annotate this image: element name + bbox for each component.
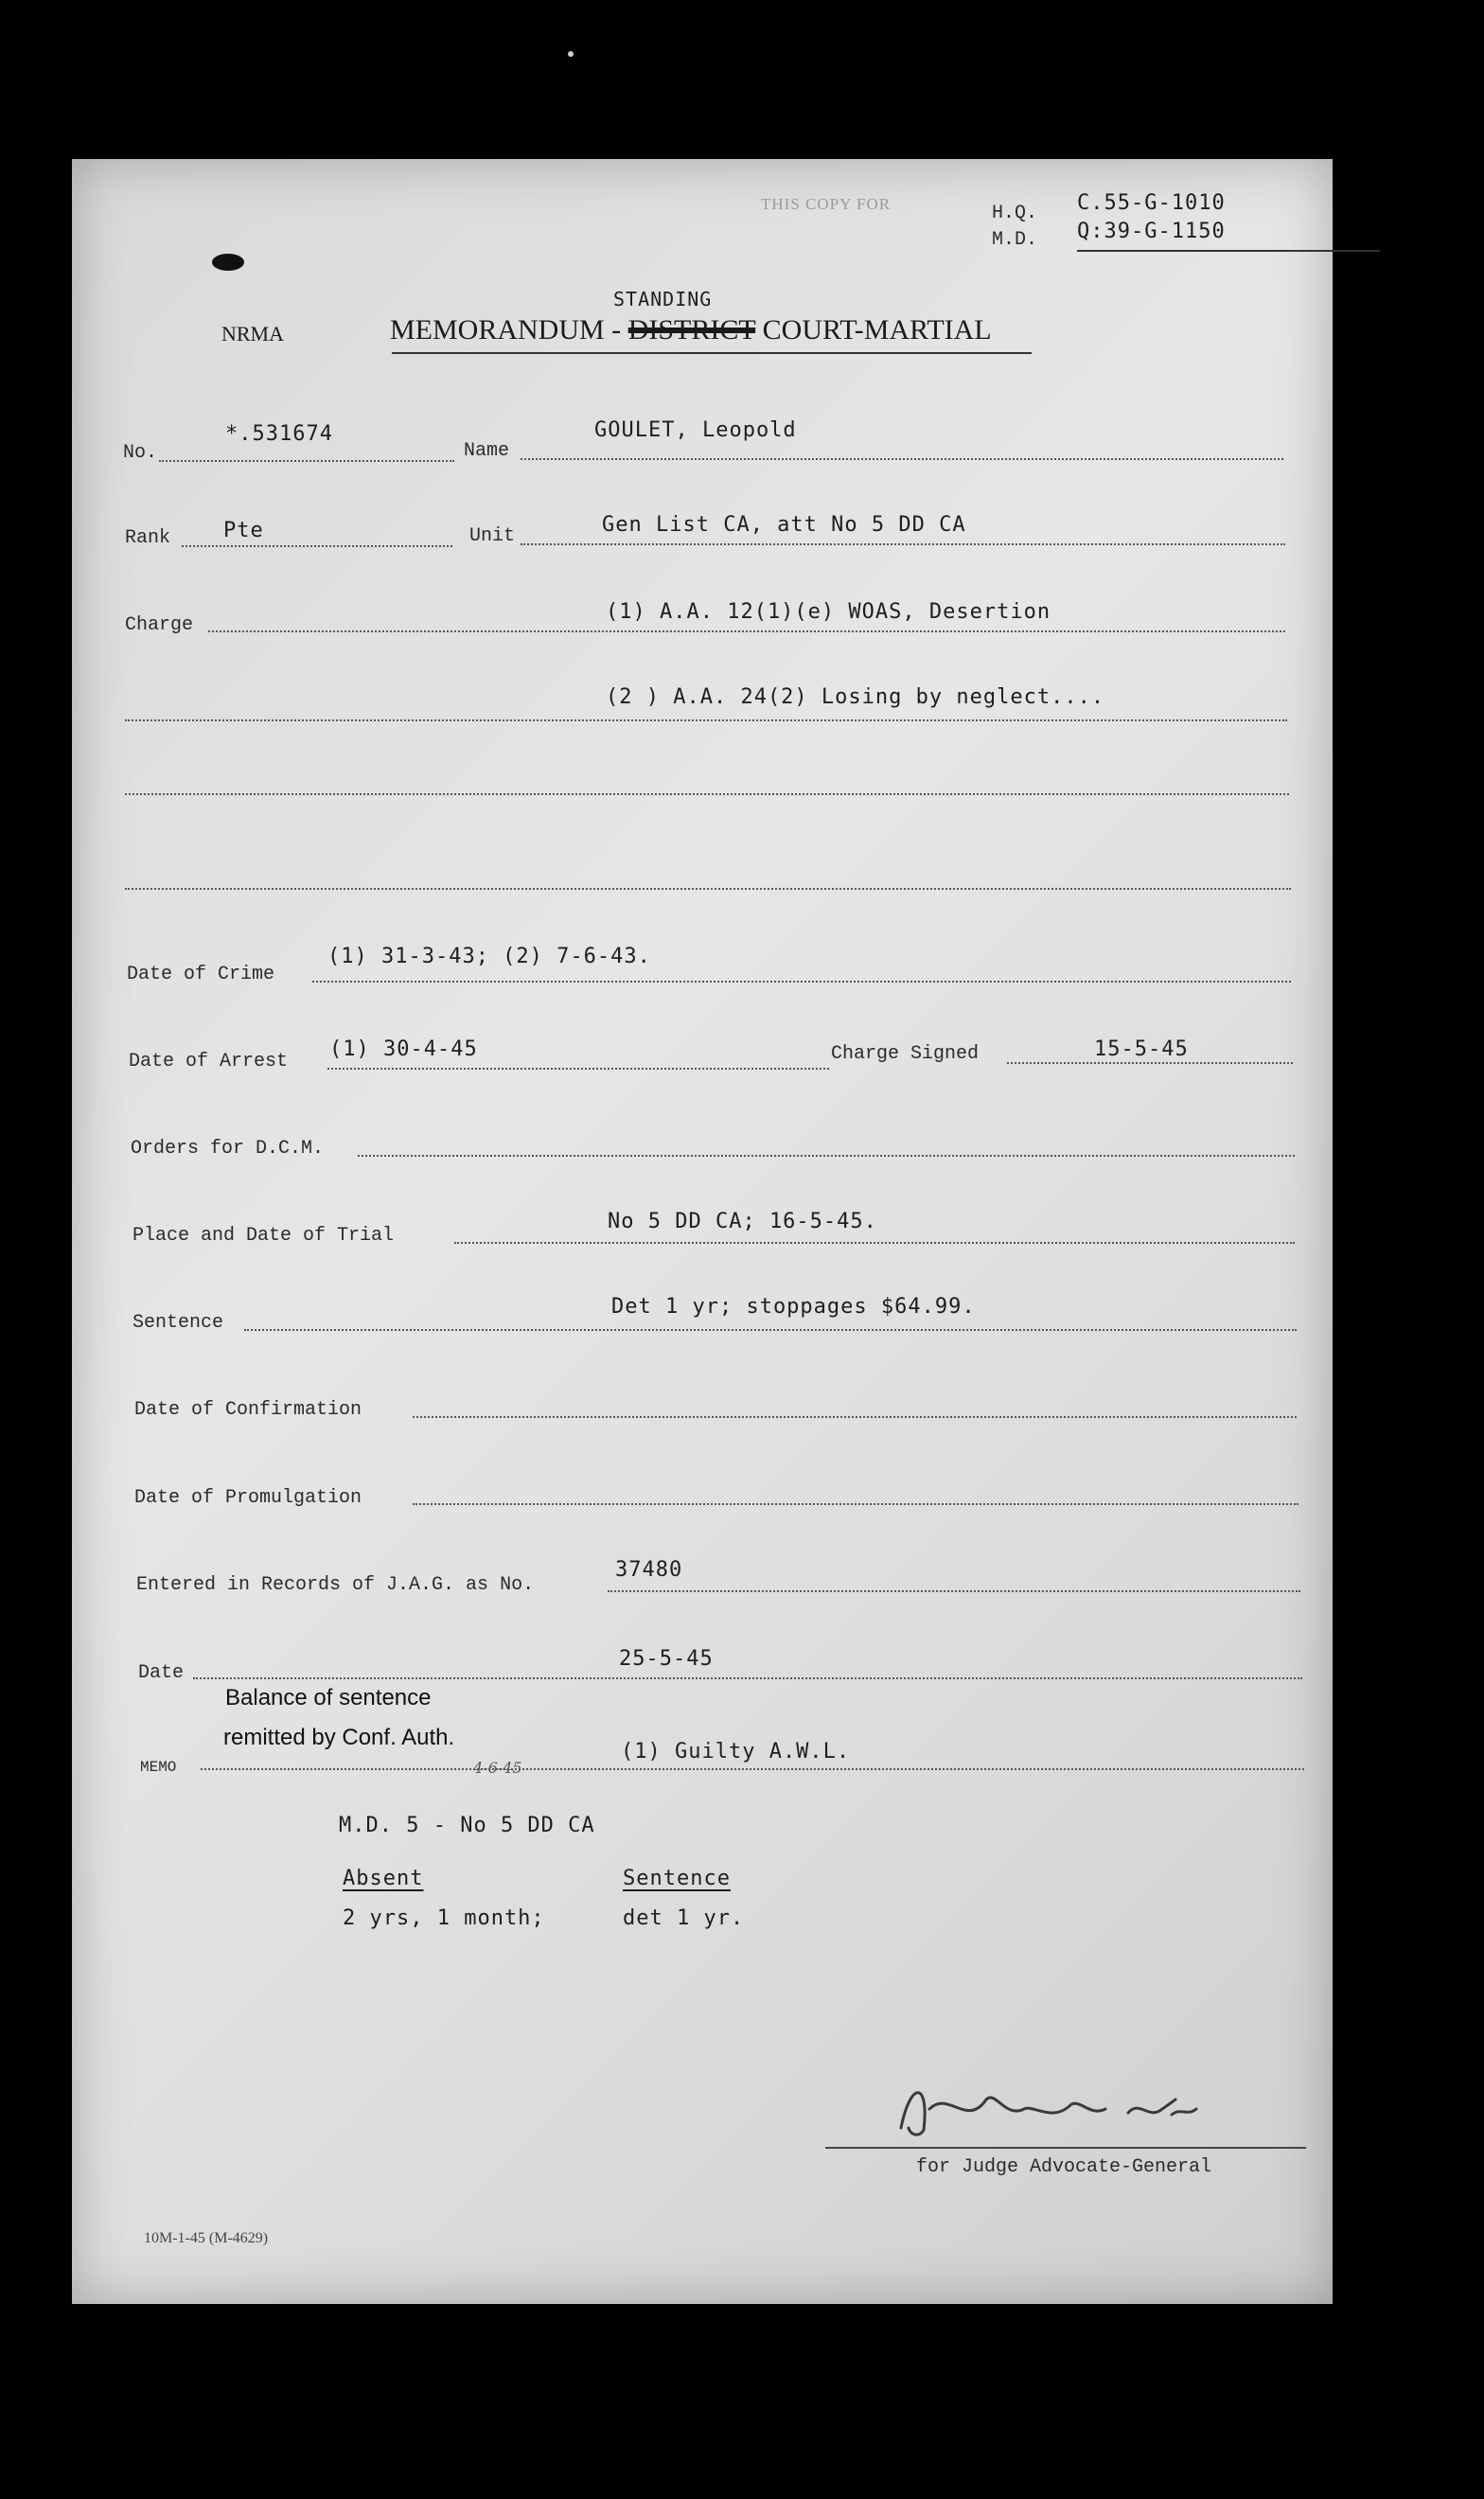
district-line: M.D. 5 - No 5 DD CA [339,1814,595,1837]
orders-dcm-label: Orders for D.C.M. [131,1138,325,1160]
no-label: No. [123,442,158,464]
rank-rule [182,545,452,547]
jag-label: Entered in Records of J.A.G. as No. [136,1574,535,1596]
court-martial-word: COURT-MARTIAL [762,314,992,346]
for-jag-caption: for Judge Advocate-General [916,2156,1212,2178]
copy-stamp: THIS COPY FOR [761,195,892,213]
absent-header: Absent [343,1867,424,1890]
name-rule [521,458,1283,460]
date-of-arrest-rule [327,1068,829,1070]
sentence-rule [244,1329,1297,1331]
nrma-label: NRMA [221,322,285,346]
guilty-finding: (1) Guilty A.W.L. [621,1740,851,1763]
date-confirmation-label: Date of Confirmation [134,1399,362,1421]
date-promulgation-rule [413,1503,1298,1505]
unit-value: Gen List CA, att No 5 DD CA [602,513,966,537]
form-code: 10M-1-45 (M-4629) [144,2230,269,2246]
signature-text [892,2071,902,2072]
date-label: Date [138,1662,185,1684]
handwritten-date: 4-6-45 [473,1759,522,1777]
jag-number: 37480 [615,1558,683,1582]
charge-2: (2 ) A.A. 24(2) Losing by neglect.... [606,685,1105,709]
signature-rule [825,2147,1306,2149]
unit-label: Unit [469,525,516,547]
charge-rule-2 [125,719,1287,721]
unit-rule [521,543,1285,545]
memo-label: MEMO [140,1759,177,1776]
date-of-crime-label: Date of Crime [127,964,275,985]
date-of-arrest-value: (1) 30-4-45 [329,1037,478,1061]
signature-scrawl [892,2071,1308,2147]
charge-signed-rule [1007,1062,1293,1064]
rank-label: Rank [125,527,171,549]
film-speck [568,51,574,57]
date-promulgation-label: Date of Promulgation [134,1487,362,1509]
jag-rule [608,1590,1300,1592]
standing-insert: STANDING [613,288,713,310]
sentence-detail: det 1 yr. [623,1906,745,1930]
charge-rule-1 [208,630,1285,632]
handwritten-note-1: Balance of sentence [225,1685,432,1710]
date-confirmation-rule [413,1416,1297,1418]
date-value: 25-5-45 [619,1647,714,1671]
memorandum-document [72,159,1333,2304]
sentence-header: Sentence [623,1867,731,1890]
service-number: *.531674 [225,422,333,446]
place-date-trial-value: No 5 DD CA; 16-5-45. [608,1210,877,1233]
date-of-arrest-label: Date of Arrest [129,1051,289,1072]
soldier-name: GOULET, Leopold [594,418,797,442]
ink-blot [212,254,244,271]
charge-rule-3 [125,793,1289,795]
rank-value: Pte [223,519,264,542]
charge-1: (1) A.A. 12(1)(e) WOAS, Desertion [606,600,1051,624]
date-rule [193,1677,1302,1679]
no-rule [159,460,454,462]
hq-label: H.Q. [992,203,1038,224]
place-date-trial-rule [454,1242,1295,1244]
charge-signed-label: Charge Signed [831,1043,980,1065]
header-rule [1077,250,1380,252]
charge-rule-4 [125,888,1291,890]
signature [892,2071,1308,2147]
md-label: M.D. [992,229,1038,251]
sentence-value: Det 1 yr; stoppages $64.99. [611,1295,976,1319]
place-date-trial-label: Place and Date of Trial [132,1225,395,1247]
date-of-crime-value: (1) 31-3-43; (2) 7-6-43. [327,945,651,968]
memorandum-word: MEMORANDUM - [390,314,622,346]
sentence-label: Sentence [132,1312,224,1334]
name-label: Name [464,440,510,462]
charge-signed-value: 15-5-45 [1094,1037,1189,1061]
title-underline [392,352,1032,354]
charge-label: Charge [125,614,194,636]
struck-district: DISTRICT [627,314,756,346]
handwritten-note-2: remitted by Conf. Auth. [223,1725,455,1750]
memo-rule [201,1768,1304,1770]
absent-value: 2 yrs, 1 month; [343,1906,545,1930]
form-title [390,314,992,346]
hq-reference: C.55-G-1010 [1077,191,1226,215]
md-reference: Q:39-G-1150 [1077,220,1226,243]
orders-dcm-rule [358,1155,1295,1157]
date-of-crime-rule [312,981,1291,983]
